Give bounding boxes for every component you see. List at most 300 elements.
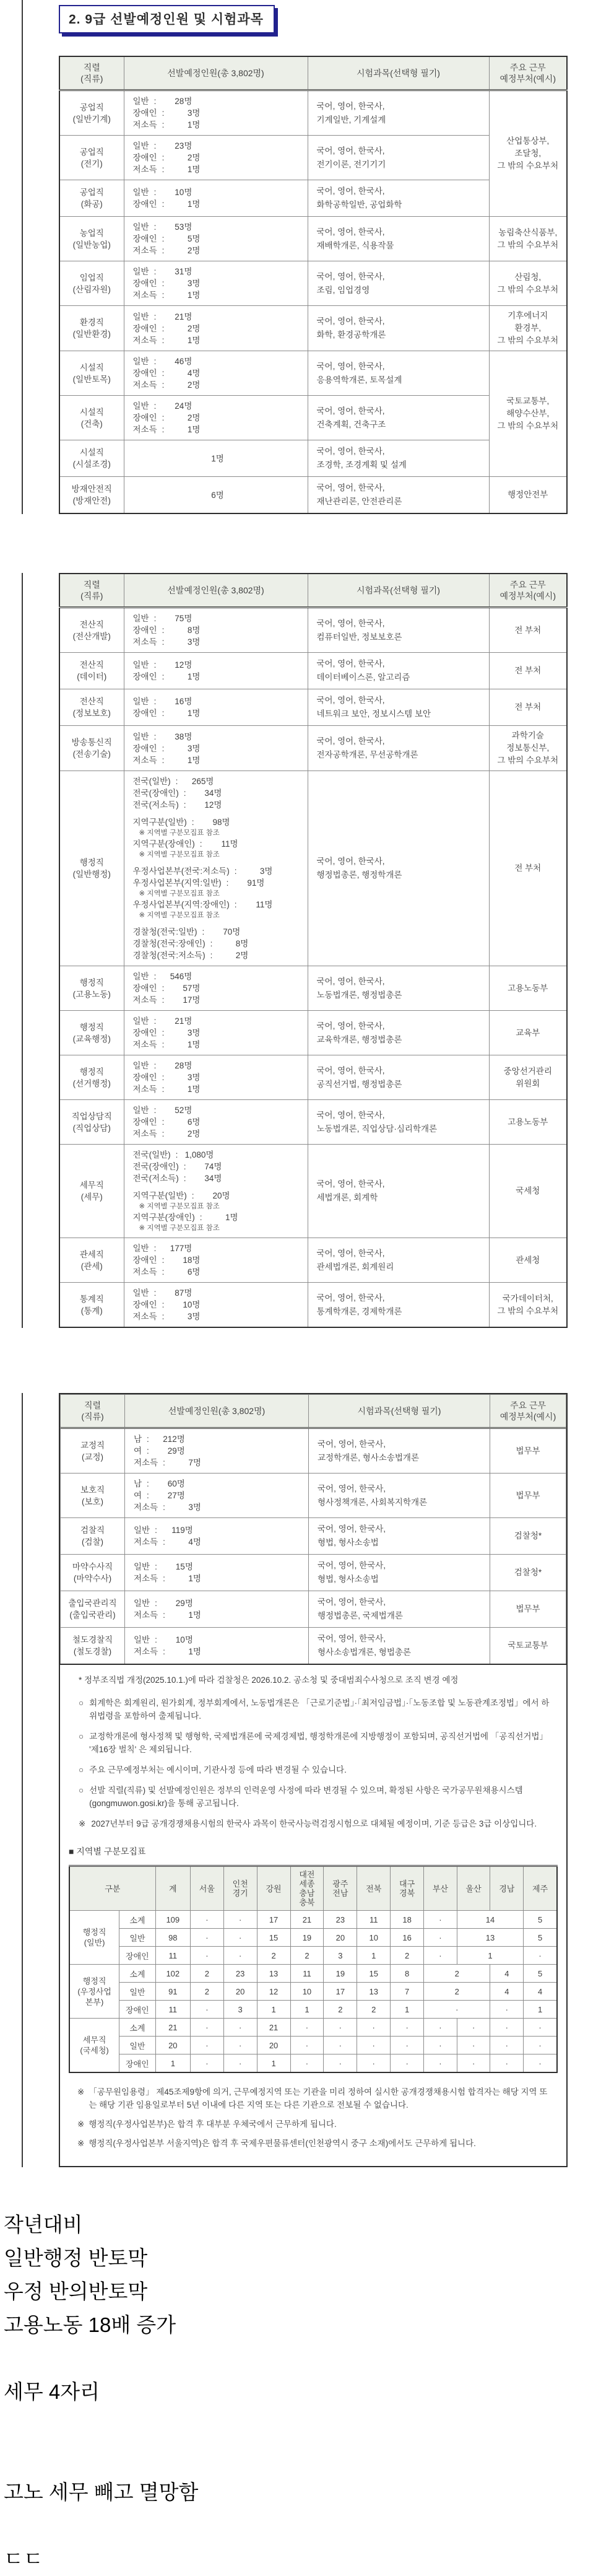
count-gap — [133, 811, 303, 816]
note-text: 교정학개론에 형사정책 및 행형학, 국제법개론에 국제경제법, 행정학개론에 지방행정이 포함되며, 공직선거법에 「공직선거법」 '제16장 벌칙' 은 제외됩니다. — [89, 1732, 548, 1754]
table-row — [59, 90, 567, 136]
region-value-cell: · — [424, 1929, 457, 1947]
count-line: 일반 : 75명 — [132, 614, 192, 623]
subjects-cell: 국어, 영어, 한국사, 컴퓨터일반, 정보보호론 — [308, 608, 489, 653]
count-line: 우정사업본부(전국:저소득) : 3명 — [132, 867, 273, 876]
series-cell: 전산직 (정보보호) — [59, 689, 124, 726]
comment-line: 일반행정 반토막 — [4, 2246, 148, 2269]
region-value-cell: · — [457, 2037, 490, 2054]
column-header: 제주 — [524, 1866, 557, 1911]
region-value-cell: 17 — [324, 1983, 357, 2001]
count-line: 저소득 : 1명 — [132, 755, 201, 765]
region-value-cell: · — [191, 2001, 224, 2019]
series-cell: 철도경찰직 (철도경찰) — [61, 1628, 125, 1665]
region-value-cell: · — [191, 1911, 224, 1929]
count-line: 일반 : 10명 — [132, 188, 192, 197]
series-cell: 보호직 (보호) — [61, 1474, 125, 1518]
series-cell: 직업상담직 (직업상담) — [59, 1100, 124, 1145]
table-row — [61, 1628, 566, 1665]
comment-line: ㄷㄷ — [4, 2548, 43, 2570]
dept-cell: 법무부 — [490, 1474, 566, 1518]
counts-cell — [124, 217, 308, 261]
comment-line — [4, 2409, 601, 2442]
region-value-cell: · — [223, 1929, 257, 1947]
region-value-cell: 20 — [223, 1983, 257, 2001]
counts-cell — [124, 1283, 308, 1328]
region-value-cell: · — [223, 2019, 257, 2037]
dept-cell: 농림축산식품부, 그 밖의 수요부처 — [489, 217, 567, 261]
table-row — [59, 1100, 567, 1145]
counts-cell — [124, 1145, 308, 1238]
dept-cell: 국가데이터처, 그 밖의 수요부처 — [489, 1283, 567, 1328]
count-line: 지역구분(장애인) : 1명 — [132, 1213, 238, 1222]
note-bullet: ※ — [79, 1819, 86, 1828]
region-value-cell: 11 — [155, 2001, 190, 2019]
region-value-cell: 20 — [257, 2037, 290, 2054]
table-row — [59, 261, 567, 306]
count-line: 장애인 : 3명 — [132, 1028, 201, 1037]
comment-line: 작년대비 — [4, 2213, 83, 2236]
dept-cell: 과학기술 정보통신부, 그 밖의 수요부처 — [489, 726, 567, 771]
subjects-cell: 국어, 영어, 한국사, 전자공학개론, 무선공학개론 — [308, 726, 489, 771]
region-header-row — [69, 1866, 557, 1911]
counts-cell — [124, 653, 308, 689]
column-header: 시험과목(선택형 필기) — [308, 574, 489, 608]
count-line: 일반 : 12명 — [132, 660, 192, 670]
table-row — [59, 477, 567, 514]
count-line: 일반 : 29명 — [134, 1599, 193, 1608]
column-header: 경남 — [490, 1866, 524, 1911]
table-row — [59, 1145, 567, 1238]
count-line: 전국(장애인) : 74명 — [132, 1162, 222, 1171]
dept-cell: 국토교통부, 해양수산부, 그 밖의 수요부처 — [489, 351, 567, 477]
region-value-cell: 3 — [223, 2001, 257, 2019]
dept-cell: 고용노동부 — [489, 966, 567, 1011]
column-header: 직렬 (직류) — [61, 1395, 125, 1428]
region-value-cell: 1 — [257, 2001, 290, 2019]
footnote-text: 행정직(우정사업본부)은 합격 후 대부분 우체국에서 근무하게 됩니다. — [89, 2120, 337, 2129]
count-line: 여 : 27명 — [134, 1491, 185, 1500]
count-line: 일반 : 546명 — [132, 972, 192, 981]
count-line: 저소득 : 1명 — [134, 1610, 201, 1620]
job-table — [60, 1394, 566, 1665]
region-value-cell: 16 — [391, 1929, 424, 1947]
count-line: 장애인 : 3명 — [132, 108, 201, 118]
job-table — [59, 56, 568, 514]
subjects-cell: 국어, 영어, 한국사, 통계학개론, 경제학개론 — [308, 1283, 489, 1328]
comment-line — [4, 2509, 601, 2543]
region-value-cell: 4 — [490, 1983, 524, 2001]
comment-line: 고노 세무 빼고 멸망함 — [4, 2481, 199, 2504]
series-cell: 통계직 (통계) — [59, 1283, 124, 1328]
counts-cell — [124, 477, 308, 514]
count-line: 일반 : 46명 — [132, 357, 192, 366]
subjects-cell: 국어, 영어, 한국사, 재배학개론, 식용작물 — [308, 217, 489, 261]
table-row — [61, 1555, 566, 1591]
comment-line: 세무 4자리 — [4, 2380, 100, 2403]
region-value-cell: 2 — [257, 1947, 290, 1965]
counts-cell — [124, 261, 308, 306]
region-value-cell: · — [424, 2054, 457, 2073]
region-value-cell: 23 — [324, 1911, 357, 1929]
counts-cell — [124, 396, 308, 440]
subjects-cell: 국어, 영어, 한국사, 화학공학일반, 공업화학 — [308, 180, 489, 217]
region-value-cell: 2 — [191, 1983, 224, 2001]
column-header: 직렬 (직류) — [59, 56, 124, 90]
count-line: 저소득 : 6명 — [132, 1267, 201, 1277]
region-value-cell: · — [424, 1911, 457, 1929]
column-header: 강원 — [257, 1866, 290, 1911]
region-value-cell: · — [490, 2054, 524, 2073]
count-line: 일반 : 15명 — [134, 1562, 193, 1571]
subjects-cell: 국어, 영어, 한국사, 교육학개론, 행정법총론 — [308, 1011, 489, 1055]
column-header: 계 — [155, 1866, 190, 1911]
counts-cell — [125, 1518, 309, 1555]
region-value-cell: 23 — [223, 1965, 257, 1983]
subjects-cell: 국어, 영어, 한국사, 기계일반, 기계설계 — [308, 90, 489, 136]
footnote-bullet: ※ — [77, 2139, 85, 2148]
dept-cell: 국토교통부 — [490, 1628, 566, 1665]
table-header-row — [59, 56, 567, 90]
row-label-cell: 장애인 — [119, 2001, 155, 2019]
series-cell: 교정직 (교정) — [61, 1428, 125, 1474]
count-line: 전국(장애인) : 34명 — [132, 788, 222, 798]
dept-cell: 전 부처 — [489, 771, 567, 966]
region-value-cell: · — [391, 2019, 424, 2037]
table-row — [59, 1238, 567, 1283]
count-line: 저소득 : 1명 — [132, 335, 201, 345]
region-table — [69, 1865, 558, 2073]
table-row — [59, 306, 567, 351]
count-line: 장애인 : 18명 — [132, 1255, 201, 1265]
subjects-cell: 국어, 영어, 한국사, 행정법총론, 국제법개론 — [309, 1591, 490, 1628]
region-value-cell: 4 — [490, 1965, 524, 1983]
note-bullet: ○ — [79, 1732, 84, 1741]
group-name-cell: 행정직 (일반) — [69, 1911, 119, 1965]
job-table — [59, 573, 568, 1328]
page-title-text: 2. 9급 선발예정인원 및 시험과목 — [69, 12, 264, 27]
region-value-cell: · — [357, 2037, 391, 2054]
count-line: 일반 : 28명 — [132, 1061, 192, 1070]
table-row — [59, 689, 567, 726]
region-value-cell: · — [324, 2019, 357, 2037]
count-line: 일반 : 21명 — [132, 1016, 192, 1026]
region-value-cell: 20 — [324, 1929, 357, 1947]
region-table-title: ■ 지역별 구분모집표 — [69, 1846, 146, 1856]
region-value-cell: 1 — [457, 1947, 523, 1965]
subjects-cell: 국어, 영어, 한국사, 건축계획, 건축구조 — [308, 396, 489, 440]
region-value-cell: · — [191, 1929, 224, 1947]
user-comments — [4, 2208, 601, 2576]
count-line: 남 : 60명 — [134, 1479, 185, 1488]
series-cell: 공업직 (화공) — [59, 180, 124, 217]
third-section-box — [59, 1393, 568, 2167]
dept-cell: 기후에너지 환경부, 그 밖의 수요부처 — [489, 306, 567, 351]
region-value-cell: 98 — [155, 1929, 190, 1947]
subjects-cell: 국어, 영어, 한국사, 행정법총론, 행정학개론 — [308, 771, 489, 966]
subjects-cell: 국어, 영어, 한국사, 형법, 형사소송법 — [309, 1555, 490, 1591]
region-value-cell: 7 — [391, 1983, 424, 2001]
region-value-cell: 8 — [391, 1965, 424, 1983]
count-line: 전국(일반) : 265명 — [132, 777, 214, 786]
note-bullet: ○ — [79, 1765, 84, 1775]
region-row — [69, 1929, 557, 1947]
counts-cell — [125, 1428, 309, 1474]
region-value-cell: · — [524, 2019, 557, 2037]
count-line: 지역구분(일반) : 98명 — [132, 818, 230, 827]
region-value-cell: 5 — [524, 1929, 557, 1947]
note-item — [79, 1817, 550, 1830]
counts-cell — [124, 180, 308, 217]
table-header-row — [59, 574, 567, 608]
region-value-cell: 91 — [155, 1983, 190, 2001]
subjects-cell: 국어, 영어, 한국사, 네트워크 보안, 정보시스템 보안 — [308, 689, 489, 726]
series-cell: 시설직 (시설조경) — [59, 440, 124, 477]
region-value-cell: 2 — [357, 2001, 391, 2019]
region-value-cell: 21 — [155, 2019, 190, 2037]
count-line: 장애인 : 10명 — [132, 1300, 201, 1309]
region-value-cell: · — [223, 1911, 257, 1929]
row-label-cell: 소계 — [119, 1965, 155, 1983]
region-value-cell: · — [223, 1947, 257, 1965]
ref-note: ※ 지역별 구분모집표 참조 — [139, 829, 220, 837]
count-line: 일반 : 119명 — [134, 1526, 193, 1535]
dept-cell: 관세청 — [489, 1238, 567, 1283]
count-line: 일반 : 87명 — [132, 1288, 192, 1298]
subjects-cell: 국어, 영어, 한국사, 공직선거법, 행정법총론 — [308, 1055, 489, 1100]
count-line: 일반 : 16명 — [132, 697, 192, 706]
region-footnote — [77, 2137, 551, 2150]
counts-cell — [124, 90, 308, 136]
region-value-cell: · — [524, 2037, 557, 2054]
column-header: 인천 경기 — [223, 1866, 257, 1911]
subjects-cell: 국어, 영어, 한국사, 데이터베이스론, 알고리즘 — [308, 653, 489, 689]
subjects-cell: 국어, 영어, 한국사, 노동법개론, 행정법총론 — [308, 966, 489, 1011]
footnote-text: 행정직(우정사업본부 서울지역)은 합격 후 국제우편물류센터(인천광역시 중구 소재)에서도 근무하게 됩니다. — [89, 2139, 476, 2148]
table-row — [59, 1055, 567, 1100]
series-cell: 검찰직 (검찰) — [61, 1518, 125, 1555]
counts-cell — [124, 1055, 308, 1100]
table-row — [61, 1474, 566, 1518]
row-label-cell: 일반 — [119, 2037, 155, 2054]
org-change-footnote: * 정부조직법 개정(2025.10.1.)에 따라 검찰청은 2026.10.2. 공소청 및 중대범죄수사청으로 조직 변경 예정 — [79, 1675, 459, 1685]
subjects-cell: 국어, 영어, 한국사, 조림, 임업경영 — [308, 261, 489, 306]
series-cell: 농업직 (일반농업) — [59, 217, 124, 261]
table-row — [59, 351, 567, 396]
dept-cell: 전 부처 — [489, 689, 567, 726]
count-gap — [133, 920, 303, 926]
count-line: 장애인 : 3명 — [132, 743, 201, 753]
note-item — [79, 1696, 550, 1722]
counts-cell — [124, 1100, 308, 1145]
column-header: 광주 전남 — [324, 1866, 357, 1911]
region-value-cell: 2 — [424, 1965, 490, 1983]
dept-cell: 산업통상부, 조달청, 그 밖의 수요부처 — [489, 90, 567, 217]
dept-cell: 산림청, 그 밖의 수요부처 — [489, 261, 567, 306]
table-row — [61, 1518, 566, 1555]
column-header: 울산 — [457, 1866, 490, 1911]
region-table-wrap — [60, 1858, 566, 2076]
region-row — [69, 1911, 557, 1929]
subjects-cell: 국어, 영어, 한국사, 전기이론, 전기기기 — [308, 136, 489, 180]
counts-cell — [124, 136, 308, 180]
table-row — [59, 726, 567, 771]
document-page-2 — [59, 573, 568, 1328]
count-line: 일반 : 21명 — [132, 312, 192, 321]
ref-note: ※ 지역별 구분모집표 참조 — [139, 912, 220, 919]
comment-line: 고용노동 18배 증가 — [4, 2313, 176, 2336]
counts-cell — [125, 1628, 309, 1665]
region-value-cell: · — [290, 2019, 324, 2037]
region-row — [69, 2054, 557, 2073]
column-header: 주요 근무 예정부처(예시) — [490, 1395, 566, 1428]
count-line: 저소득 : 2명 — [132, 1129, 201, 1138]
region-value-cell: 2 — [191, 1965, 224, 1983]
count-line: 장애인 : 3명 — [132, 1073, 201, 1082]
count-line: 저소득 : 1명 — [134, 1574, 201, 1583]
series-cell: 공업직 (전기) — [59, 136, 124, 180]
count-line: 장애인 : 1명 — [132, 199, 201, 209]
region-value-cell: 11 — [290, 1965, 324, 1983]
column-header: 시험과목(선택형 필기) — [309, 1395, 490, 1428]
region-value-cell: 14 — [457, 1911, 523, 1929]
document-page-1 — [59, 0, 568, 514]
row-label-cell: 장애인 — [119, 1947, 155, 1965]
region-row — [69, 1965, 557, 1983]
region-row — [69, 1983, 557, 2001]
count-gap — [133, 860, 303, 865]
region-value-cell: · — [391, 2054, 424, 2073]
series-cell: 방재안전직 (방재안전) — [59, 477, 124, 514]
count-line: 경찰청(전국:저소득) : 2명 — [132, 951, 249, 960]
counts-cell — [124, 726, 308, 771]
subjects-cell: 국어, 영어, 한국사, 노동법개론, 직업상담·심리학개론 — [308, 1100, 489, 1145]
region-value-cell: 2 — [424, 1983, 490, 2001]
count-line: 장애인 : 2명 — [132, 323, 201, 333]
dept-cell: 국세청 — [489, 1145, 567, 1238]
table-header-row — [61, 1395, 566, 1428]
region-value-cell: 15 — [257, 1929, 290, 1947]
region-value-cell: 13 — [457, 1929, 523, 1947]
region-value-cell: 109 — [155, 1911, 190, 1929]
count-line: 장애인 : 1명 — [132, 672, 201, 681]
region-value-cell: · — [357, 2019, 391, 2037]
series-cell: 환경직 (일반환경) — [59, 306, 124, 351]
region-value-cell: 3 — [324, 1947, 357, 1965]
region-value-cell: 10 — [357, 1929, 391, 1947]
region-value-cell: · — [324, 2037, 357, 2054]
region-value-cell: 19 — [290, 1929, 324, 1947]
table-row — [59, 653, 567, 689]
count-line: 우정사업본부(지역:장애인) : 11명 — [132, 900, 273, 909]
count-line: 일반 : 24명 — [132, 401, 192, 411]
note-text: 주요 근무예정부처는 예시이며, 기관사정 등에 따라 변경될 수 있습니다. — [89, 1765, 347, 1775]
count-line: 여 : 29명 — [134, 1446, 185, 1456]
region-value-cell: · — [490, 2037, 524, 2054]
dept-cell: 고용노동부 — [489, 1100, 567, 1145]
region-value-cell: · — [391, 2037, 424, 2054]
note-item — [79, 1784, 550, 1810]
region-value-cell: · — [424, 1947, 457, 1965]
count-line: 우정사업본부(지역:일반) : 91명 — [132, 878, 265, 888]
region-value-cell: · — [424, 2037, 457, 2054]
count-line: 저소득 : 2명 — [132, 246, 201, 255]
notes-list — [60, 1687, 566, 1830]
region-value-cell: · — [490, 2019, 524, 2037]
region-value-cell: 1 — [357, 1947, 391, 1965]
counts-cell — [124, 306, 308, 351]
region-value-cell: 13 — [357, 1983, 391, 2001]
series-cell: 출입국관리직 (출입국관리) — [61, 1591, 125, 1628]
table-row — [59, 771, 567, 966]
job-table-section-2 — [59, 573, 568, 1328]
count-line: 장애인 : 4명 — [132, 369, 201, 378]
ref-note: ※ 지역별 구분모집표 참조 — [139, 1225, 220, 1232]
region-value-cell: 21 — [290, 1911, 324, 1929]
count-line: 일반 : 177명 — [132, 1244, 192, 1253]
footnote-text: 「공무원임용령」 제45조제9항에 의거, 근무예정지역 또는 기관을 미리 정하여 실시한 공개경쟁채용시험 합격자는 해당 지역 또는 해당 기관 임용일로부터 5년 이내에 다른 지역 또는 다른 기관으로 전보될 수 없습니다. — [89, 2087, 548, 2110]
region-row — [69, 1947, 557, 1965]
counts-cell — [125, 1591, 309, 1628]
region-footnotes — [60, 2076, 566, 2166]
dept-cell: 교육부 — [489, 1011, 567, 1055]
subjects-cell: 국어, 영어, 한국사, 형사소송법개론, 형법총론 — [309, 1628, 490, 1665]
series-cell: 행정직 (교육행정) — [59, 1011, 124, 1055]
note-item — [79, 1763, 550, 1776]
count-line: 저소득 : 17명 — [132, 995, 201, 1005]
column-header: 선발예정인원(총 3,802명) — [124, 574, 308, 608]
region-row — [69, 2037, 557, 2054]
count-line: 저소득 : 3명 — [132, 1312, 201, 1321]
count-line: 6명 — [211, 490, 224, 500]
region-value-cell: · — [191, 1947, 224, 1965]
job-table-section-3 — [60, 1394, 566, 1665]
count-line: 일반 : 53명 — [132, 222, 192, 232]
dept-cell: 검찰청* — [490, 1518, 566, 1555]
series-cell: 방송통신직 (전송기술) — [59, 726, 124, 771]
subjects-cell: 국어, 영어, 한국사, 교정학개론, 형사소송법개론 — [309, 1428, 490, 1474]
counts-cell — [124, 440, 308, 477]
region-value-cell: 1 — [155, 2054, 190, 2073]
series-cell: 전산직 (전산개발) — [59, 608, 124, 653]
subjects-cell: 국어, 영어, 한국사, 조경학, 조경계획 및 설계 — [308, 440, 489, 477]
note-item — [79, 1730, 550, 1756]
table-row — [59, 1283, 567, 1328]
series-cell: 마약수사직 (마약수사) — [61, 1555, 125, 1591]
ref-note: ※ 지역별 구분모집표 참조 — [139, 890, 220, 897]
dept-cell: 검찰청* — [490, 1555, 566, 1591]
region-value-cell: 1 — [257, 2054, 290, 2073]
table-row — [59, 966, 567, 1011]
region-value-cell: 102 — [155, 1965, 190, 1983]
column-header: 대구 경북 — [391, 1866, 424, 1911]
region-value-cell: 11 — [357, 1911, 391, 1929]
region-value-cell: · — [524, 1947, 557, 1965]
region-value-cell: · — [424, 2001, 490, 2019]
counts-cell — [124, 1011, 308, 1055]
region-value-cell: · — [490, 2001, 524, 2019]
ref-note: ※ 지역별 구분모집표 참조 — [139, 851, 220, 858]
region-value-cell: 18 — [391, 1911, 424, 1929]
count-line: 지역구분(장애인) : 11명 — [132, 839, 238, 849]
counts-cell — [125, 1474, 309, 1518]
region-value-cell: 15 — [357, 1965, 391, 1983]
column-header: 부산 — [424, 1866, 457, 1911]
count-line: 장애인 : 3명 — [132, 279, 201, 288]
column-header: 주요 근무 예정부처(예시) — [489, 574, 567, 608]
table-row — [59, 608, 567, 653]
count-gap — [133, 1184, 303, 1190]
